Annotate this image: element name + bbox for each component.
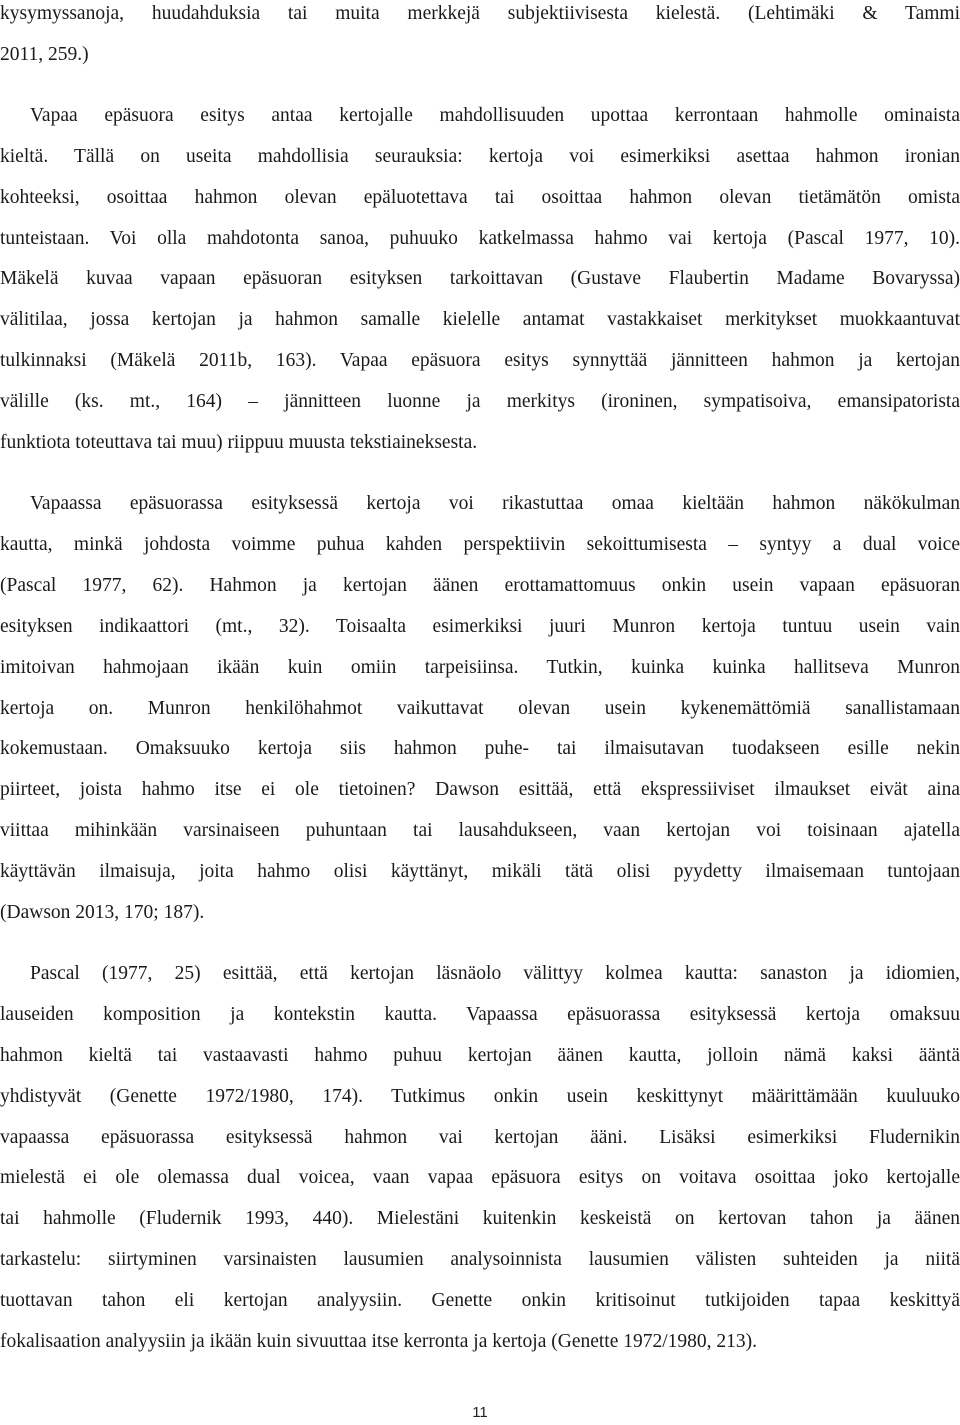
text-line: piirteet, joista hahmo itse ei ole tietoinen? Dawson esittää, että ekspressiiviset ilmaukset eivät aina [0,779,960,801]
text-line: kohteeksi, osoittaa hahmon olevan epäluotettava tai osoittaa hahmon olevan tietämätön omista [0,186,960,208]
text-line: vapaassa epäsuorassa esityksessä hahmon vai kertojan ääni. Lisäksi esimerkiksi Fludernikin [0,1126,960,1148]
text-line: 2011, 259.) [0,43,89,65]
text-line: kautta, minkä johdosta voimme puhua kahden perspektiivin sekoittumisesta – syntyy a dual voice [0,533,960,555]
text-line: funktiota toteuttava tai muu) riippuu muusta tekstiaineksesta. [0,432,478,454]
text-line: välille (ks. mt., 164) – jännitteen luonne ja merkitys (ironinen, sympatisoiva, emansipatorista [0,391,960,413]
text-line: imitoivan hahmojaan ikään kuin omiin tarpeisiinsa. Tutkin, kuinka kuinka hallitseva Munron [0,656,960,678]
text-line: välitilaa, jossa kertojan ja hahmon samalle kielelle antamat vastakkaiset merkitykset muokkaantuvat [0,309,960,331]
text-line: Mäkelä kuvaa vapaan epäsuoran esityksen tarkoittavan (Gustave Flaubertin Madame Bovaryssa) [0,268,960,290]
text-line: tarkastelu: siirtyminen varsinaisten lausumien analysoinnista lausumien välisten suhteiden ja niitä [0,1249,960,1271]
text-line: tuottavan tahon eli kertojan analyysiin. Genette onkin kritisoinut tutkijoiden tapaa keskittyä [0,1290,960,1312]
text-line: kieltä. Tällä on useita mahdollisia seurauksia: kertoja voi esimerkiksi asettaa hahmon ironian [0,145,960,167]
paragraph [0,954,960,1363]
text-line: (Dawson 2013, 170; 187). [0,902,205,924]
paragraph [0,484,960,934]
text-line: Pascal (1977, 25) esittää, että kertojan läsnäolo välittyy kolmea kautta: sanaston ja idiomien, [30,962,960,984]
text-line: mielestä ei ole olemassa dual voicea, vaan vapaa epäsuora esitys on voitava osoittaa joko kertojalle [0,1167,960,1189]
text-line: kysymyssanoja, huudahduksia tai muita merkkejä subjektiivisesta kielestä. (Lehtimäki & Tammi [0,3,960,24]
text-line: (Pascal 1977, 62). Hahmon ja kertojan äänen erottamattomuus onkin usein vapaan epäsuoran [0,574,960,596]
paragraph [0,96,960,464]
text-line: hahmon kieltä tai vastaavasti hahmo puhuu kertojan äänen kautta, jolloin nämä kaksi ääntä [0,1044,960,1066]
text-line: lauseiden komposition ja kontekstin kautta. Vapaassa epäsuorassa esityksessä kertoja omaksuu [0,1003,960,1025]
text-line: tunteistaan. Voi olla mahdotonta sanoa, puhuuko katkelmassa hahmo vai kertoja (Pascal 1977, 10). [0,227,960,249]
text-line: käyttävän ilmaisuja, joita hahmo olisi käyttänyt, mikäli tätä olisi pyydetty ilmaisemaan tuntojaan [0,861,960,883]
text-line: fokalisaation analyysiin ja ikään kuin sivuuttaa itse kerronta ja kertoja (Genette 1972/1980, 213). [0,1331,758,1353]
text-line: Vapaa epäsuora esitys antaa kertojalle mahdollisuuden upottaa kerrontaan hahmolle ominaista [30,104,960,126]
text-line: esityksen indikaattori (mt., 32). Toisaalta esimerkiksi juuri Munron kertoja tuntuu usein vain [0,615,960,637]
text-line: tulkinnaksi (Mäkelä 2011b, 163). Vapaa epäsuora esitys synnyttää jännitteen hahmon ja kertojan [0,350,960,372]
text-line: yhdistyvät (Genette 1972/1980, 174). Tutkimus onkin usein keskittynyt määrittämään kuuluuko [0,1085,960,1107]
text-line: kertoja on. Munron henkilöhahmot vaikuttavat olevan usein kykenemättömiä sanallistamaan [0,697,960,719]
page-number: 11 [472,1404,488,1421]
text-line: tai hahmolle (Fludernik 1993, 440). Mielestäni kuitenkin keskeistä on kertovan tahon ja äänen [0,1208,960,1230]
text-line: kokemustaan. Omaksuuko kertoja siis hahmon puhe- tai ilmaisutavan tuodakseen esille nekin [0,738,960,760]
paragraph [0,0,960,76]
text-line: viittaa mihinkään varsinaiseen puhuntaan tai lausahdukseen, vaan kertojan voi toisinaan ajatella [0,820,960,842]
text-line: Vapaassa epäsuorassa esityksessä kertoja voi rikastuttaa omaa kieltään hahmon näkökulman [30,492,960,514]
